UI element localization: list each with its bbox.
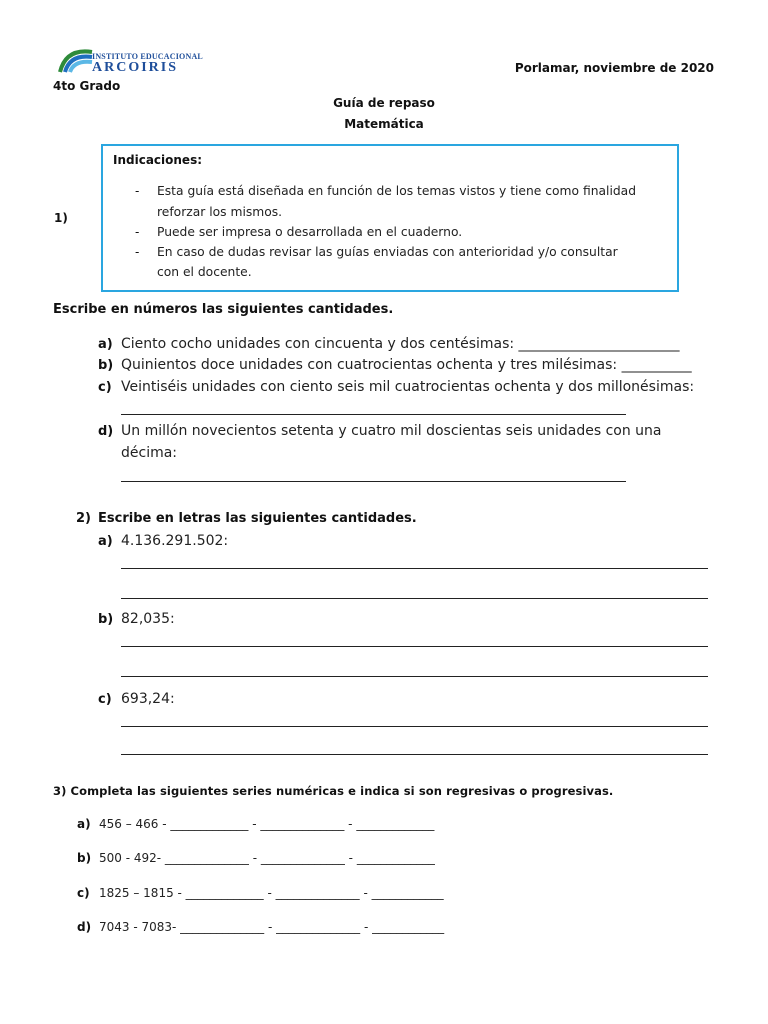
grade-label: 4to Grado xyxy=(53,79,121,93)
section-3-item-c: 1825 – 1815 - _____________ - ______________ - ____________ xyxy=(99,886,444,900)
bullet-dash: - xyxy=(135,225,140,239)
section-2-item-b: 82,035: xyxy=(121,611,175,627)
section-1-item-c: Veintiséis unidades con ciento seis mil cuatrocientas ochenta y dos millonésimas: xyxy=(121,379,695,395)
answer-line[interactable] xyxy=(121,754,708,755)
bullet-dash: - xyxy=(135,245,140,259)
indication-1-line2: reforzar los mismos. xyxy=(157,205,283,219)
item-letter: b) xyxy=(77,851,92,865)
indications-title: Indicaciones: xyxy=(113,153,203,167)
document-title: Guía de repaso xyxy=(333,96,435,110)
section-2-item-a: 4.136.291.502: xyxy=(121,533,229,549)
item-letter: d) xyxy=(98,424,114,439)
answer-line[interactable] xyxy=(121,726,708,727)
item-letter: c) xyxy=(77,886,90,900)
item-letter: a) xyxy=(98,337,113,352)
document-subject: Matemática xyxy=(344,117,424,131)
section-2-instruction: Escribe en letras las siguientes cantidades. xyxy=(98,511,417,526)
section-3-item-a: 456 – 466 - _____________ - ______________ - _____________ xyxy=(99,817,435,831)
answer-line[interactable] xyxy=(121,598,708,599)
item-letter: c) xyxy=(98,380,112,395)
item-letter: b) xyxy=(98,612,114,627)
document-date: Porlamar, noviembre de 2020 xyxy=(514,61,714,75)
item-letter: a) xyxy=(77,817,91,831)
section-1-item-d-line2: décima: xyxy=(121,445,178,461)
answer-line[interactable] xyxy=(121,676,708,677)
section-1-item-b: Quinientos doce unidades con cuatrocientas ochenta y tres milésimas: __________ xyxy=(121,357,692,373)
section-3-item-b: 500 - 492- ______________ - ______________ - _____________ xyxy=(99,851,435,865)
section-1-item-a: Ciento cocho unidades con cincuenta y dos centésimas: _______________________ xyxy=(121,336,680,352)
answer-line[interactable] xyxy=(121,646,708,647)
indication-2-line1: Puede ser impresa o desarrollada en el cuaderno. xyxy=(157,225,463,239)
bullet-dash: - xyxy=(135,184,140,198)
answer-line[interactable] xyxy=(121,481,626,482)
section-3-item-d: 7043 - 7083- ______________ - ______________ - ____________ xyxy=(99,920,445,934)
logo-text-line2: ARCOIRIS xyxy=(92,60,179,75)
indication-3-line2: con el docente. xyxy=(157,265,252,279)
answer-line[interactable] xyxy=(121,568,708,569)
section-1-item-d-line1: Un millón novecientos setenta y cuatro mil doscientas seis unidades con una xyxy=(121,423,662,439)
logo-text-line1: INSTITUTO EDUCACIONAL xyxy=(92,52,203,61)
section-3-title: 3) Completa las siguientes series numéricas e indica si son regresivas o progresivas. xyxy=(53,784,614,798)
answer-line[interactable] xyxy=(121,414,626,415)
item-letter: c) xyxy=(98,692,112,707)
item-letter: a) xyxy=(98,534,113,549)
section-2-item-c: 693,24: xyxy=(121,691,175,707)
indication-3-line1: En caso de dudas revisar las guías enviadas con anterioridad y/o consultar xyxy=(157,245,618,259)
section-2-number: 2) xyxy=(76,511,91,526)
item-letter: b) xyxy=(98,358,114,373)
indication-1-line1: Esta guía está diseñada en función de los temas vistos y tiene como finalidad xyxy=(157,184,637,198)
item-letter: d) xyxy=(77,920,92,934)
section-1-instruction: Escribe en números las siguientes cantidades. xyxy=(53,302,394,317)
section-1-number: 1) xyxy=(54,211,68,225)
